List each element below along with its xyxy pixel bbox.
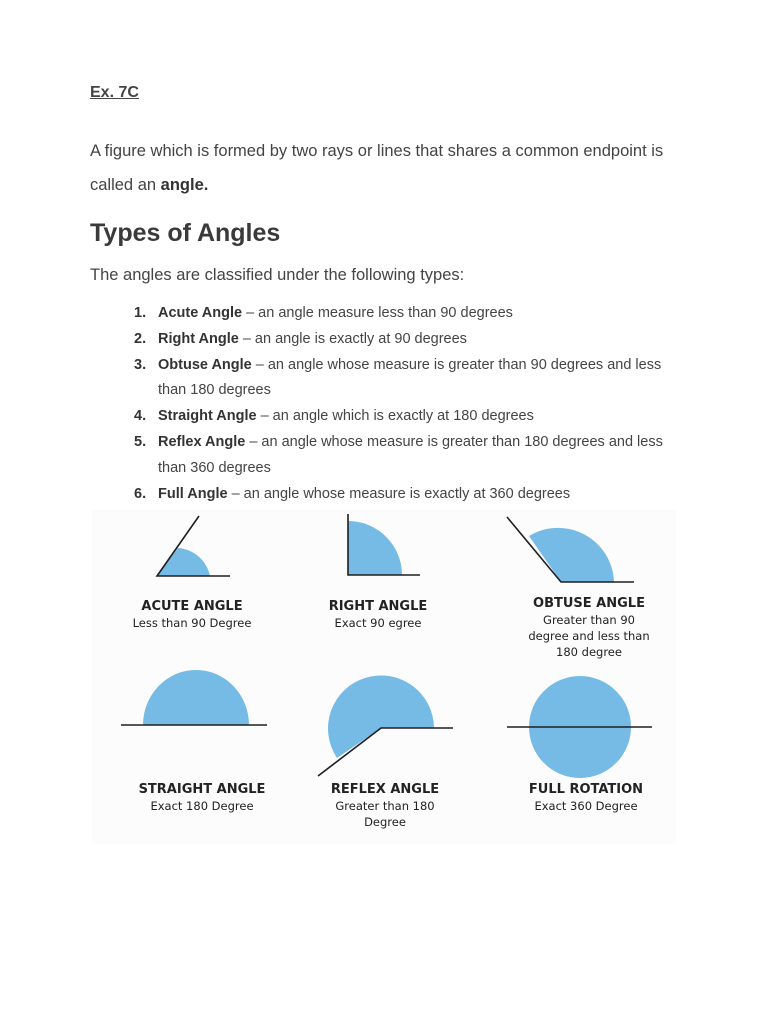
reflex-angle-sector: [328, 675, 434, 758]
list-number: 2.: [134, 330, 147, 347]
right-angle-sector: [348, 521, 402, 575]
list-item: [120, 430, 680, 482]
list-number: 3.: [134, 356, 147, 373]
list-item: [120, 301, 680, 327]
section-heading: Types of Angles: [90, 219, 281, 247]
acute-angle-figure: [157, 516, 230, 576]
list-term: Full Angle: [158, 485, 228, 502]
angle-types-diagram: [92, 510, 676, 844]
full-rotation-figure: [507, 676, 652, 778]
reflex-angle-title: REFLEX ANGLE: [330, 782, 440, 797]
right-angle-figure: [348, 514, 420, 575]
angle-types-list: [120, 301, 680, 507]
angle-diagram-svg: [92, 510, 676, 844]
list-number: 5.: [134, 433, 147, 450]
list-number: 4.: [134, 408, 147, 425]
section-subtext: The angles are classified under the following types:: [90, 266, 465, 284]
intro-paragraph: [90, 134, 680, 202]
list-item: [120, 482, 680, 508]
full-rotation-title: FULL ROTATION: [528, 782, 644, 797]
list-desc: – an angle is exactly at 90 degrees: [238, 330, 467, 347]
reflex-angle-desc-2: Degree: [364, 815, 406, 829]
straight-angle-sector: [143, 670, 249, 725]
list-desc: – an angle whose measure is exactly at 360 degrees: [227, 485, 571, 502]
obtuse-angle-desc-1: Greater than 90: [543, 613, 635, 627]
list-term: Reflex Angle: [158, 433, 246, 450]
list-item: [120, 327, 680, 353]
acute-angle-desc: Less than 90 Degree: [132, 616, 252, 630]
list-item: [120, 353, 680, 405]
obtuse-angle-desc-2: degree and less than: [528, 629, 650, 643]
list-number: 1.: [134, 305, 147, 321]
obtuse-angle-desc-3: 180 degree: [556, 645, 622, 659]
right-angle-desc: Exact 90 egree: [334, 616, 422, 630]
right-angle-title: RIGHT ANGLE: [328, 599, 428, 614]
exercise-title: Ex. 7C: [90, 84, 139, 101]
list-term: Acute Angle: [158, 305, 243, 321]
intro-text: A figure which is formed by two rays or lines that shares a common endpoint is called an: [90, 142, 664, 194]
obtuse-angle-title: OBTUSE ANGLE: [533, 596, 645, 611]
obtuse-angle-figure: [507, 517, 634, 582]
full-rotation-desc: Exact 360 Degree: [534, 799, 638, 813]
reflex-angle-desc-1: Greater than 180: [335, 799, 435, 813]
acute-angle-sector: [157, 548, 210, 576]
list-desc: – an angle whose measure is greater than 180 degrees and less than 360 degrees: [158, 433, 663, 476]
list-item: [120, 404, 680, 430]
list-number: 6.: [134, 485, 147, 502]
list-desc: – an angle measure less than 90 degrees: [242, 305, 513, 321]
obtuse-angle-sector: [529, 528, 614, 582]
straight-angle-desc: Exact 180 Degree: [150, 799, 254, 813]
list-term: Obtuse Angle: [158, 356, 252, 373]
list-term: Straight Angle: [158, 408, 257, 425]
reflex-angle-figure: [318, 675, 453, 776]
acute-angle-title: ACUTE ANGLE: [141, 599, 243, 614]
list-desc: – an angle which is exactly at 180 degrees: [256, 408, 534, 425]
list-term: Right Angle: [158, 330, 239, 347]
straight-angle-figure: [121, 670, 267, 725]
straight-angle-title: STRAIGHT ANGLE: [138, 782, 266, 797]
intro-bold-term: angle.: [160, 176, 209, 194]
list-desc: – an angle whose measure is greater than 90 degrees and less than 180 degrees: [158, 356, 662, 399]
